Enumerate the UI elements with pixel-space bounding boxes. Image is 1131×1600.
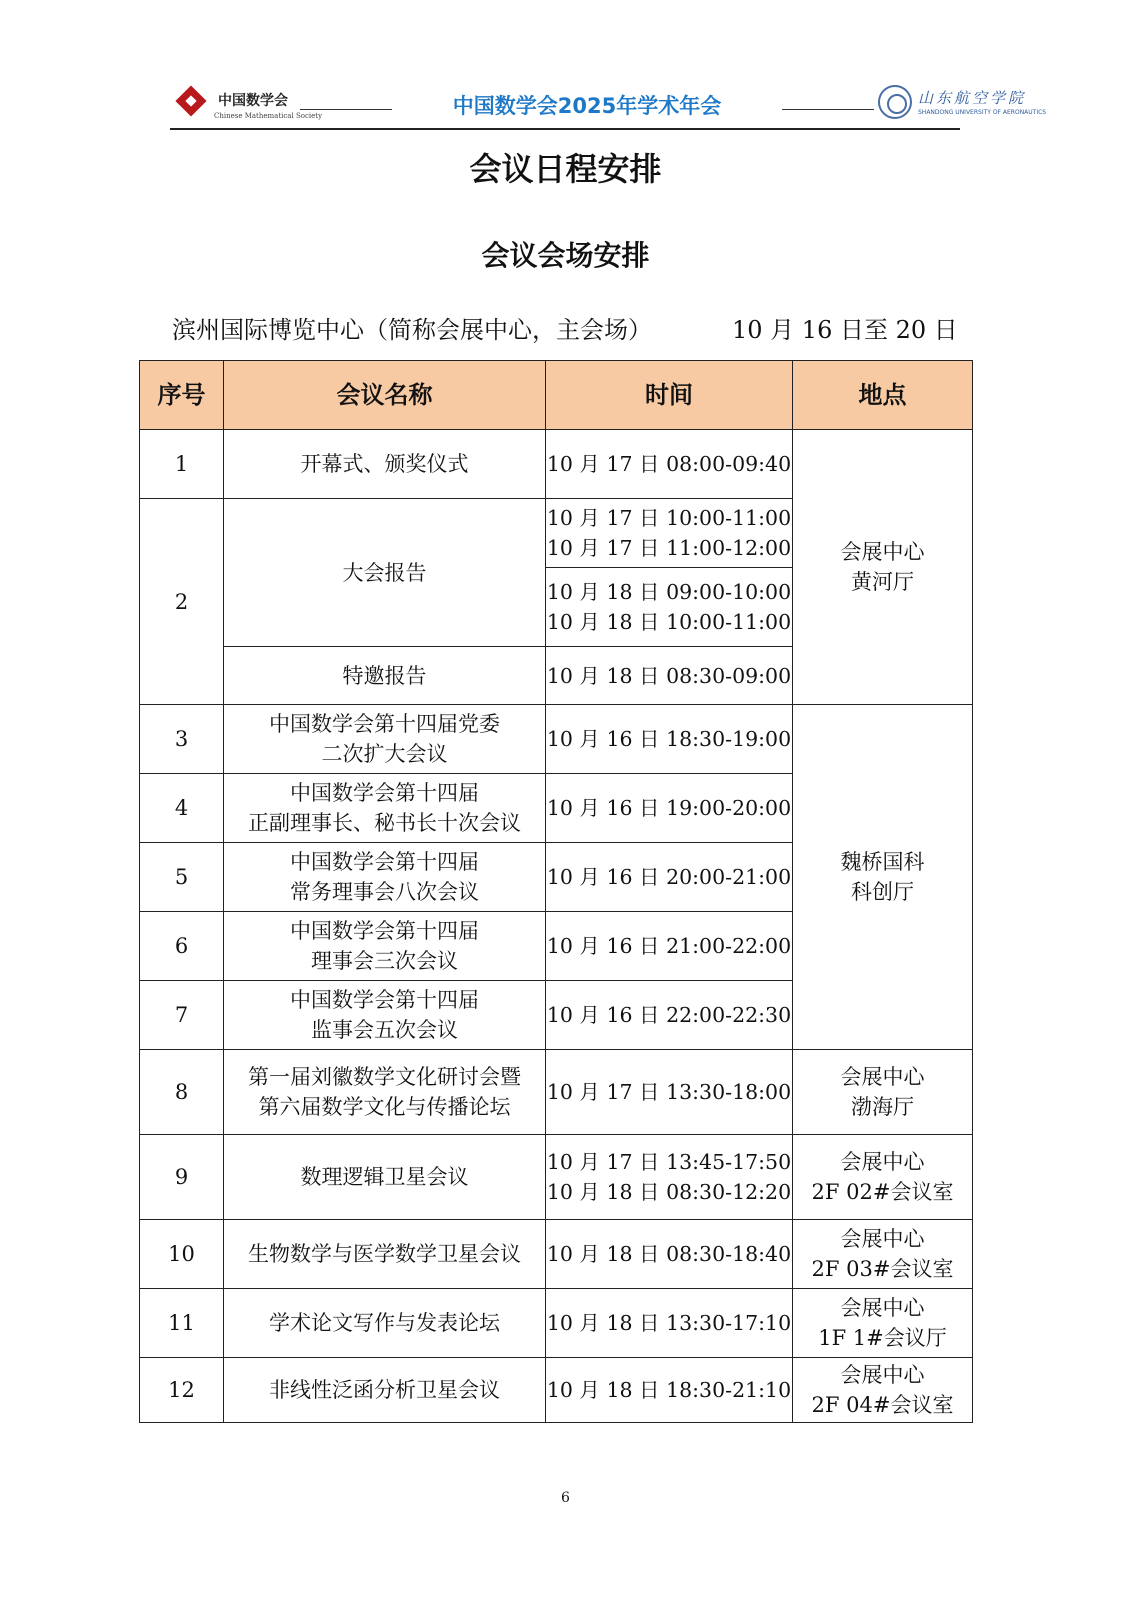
location-cell [793, 1289, 973, 1358]
header-name: 会议名称 [224, 361, 546, 430]
time-line: 10 月 18 日 10:00-11:00 [546, 610, 792, 634]
name-line: 第一届刘徽数学文化研讨会暨 [248, 1065, 521, 1089]
cms-logo-text: 中国数学会 [218, 93, 288, 109]
row-name [224, 647, 546, 705]
time-line: 10 月 16 日 20:00-21:00 [546, 865, 792, 889]
row-time [546, 647, 793, 705]
name-line: 特邀报告 [342, 663, 427, 688]
row-time [546, 1135, 793, 1220]
row-name [224, 1135, 546, 1220]
time-line: 10 月 16 日 22:00-22:30 [546, 1003, 792, 1027]
time-line: 10 月 16 日 19:00-20:00 [546, 796, 792, 820]
time-line: 10 月 16 日 21:00-22:00 [546, 934, 792, 958]
location-line: 渤海厅 [851, 1095, 914, 1119]
name-line: 中国数学会第十四届 [290, 781, 479, 805]
row-no: 6 [140, 912, 224, 981]
location-cell [793, 705, 973, 1050]
name-line: 非线性泛函分析卫星会议 [269, 1378, 500, 1402]
row-no: 2 [140, 499, 224, 705]
row-name [224, 430, 546, 499]
time-line: 10 月 18 日 09:00-10:00 [546, 580, 792, 604]
header-no: 序号 [140, 361, 224, 430]
conference-title: 中国数学会2025年学术年会 [452, 94, 722, 118]
location-cell [793, 1135, 973, 1220]
name-line: 中国数学会第十四届 [290, 919, 479, 943]
header-rule-right [782, 109, 874, 110]
university-logo-english: SHANDONG UNIVERSITY OF AERONAUTICS [918, 109, 1047, 116]
row-time [546, 1220, 793, 1289]
location-line: 会展中心 [840, 1296, 925, 1320]
name-line: 学术论文写作与发表论坛 [269, 1311, 500, 1335]
page-title: 会议日程安排 [469, 150, 662, 188]
row-name [224, 1050, 546, 1135]
row-no: 8 [140, 1050, 224, 1135]
row-time [546, 912, 793, 981]
row-name [224, 912, 546, 981]
row-no: 3 [140, 705, 224, 774]
table-header-row [140, 361, 973, 430]
row-name [224, 499, 546, 647]
row-time [546, 568, 793, 647]
table-row [140, 1289, 973, 1358]
row-time [546, 981, 793, 1050]
page-header [170, 84, 1047, 130]
location-line: 1F 1#会议厅 [818, 1326, 947, 1350]
row-name [224, 981, 546, 1050]
row-name [224, 1358, 546, 1423]
page-number: 6 [561, 1490, 570, 1506]
location-line: 黄河厅 [851, 570, 914, 594]
location-cell [793, 1358, 973, 1423]
location-line: 2F 03#会议室 [811, 1257, 954, 1281]
row-time [546, 843, 793, 912]
row-time [546, 705, 793, 774]
venue-dates: 10 月 16 日至 20 日 [732, 316, 958, 344]
time-line: 10 月 18 日 13:30-17:10 [546, 1311, 792, 1335]
time-line: 10 月 17 日 11:00-12:00 [546, 536, 792, 560]
cms-logo [178, 86, 323, 124]
name-line: 常务理事会八次会议 [290, 880, 479, 904]
time-line: 10 月 16 日 18:30-19:00 [546, 727, 792, 751]
row-time [546, 774, 793, 843]
time-line: 10 月 18 日 18:30-21:10 [546, 1378, 792, 1402]
location-cell [793, 1050, 973, 1135]
time-line: 10 月 17 日 13:30-18:00 [546, 1080, 792, 1104]
row-no: 10 [140, 1220, 224, 1289]
row-no: 11 [140, 1289, 224, 1358]
name-line: 中国数学会第十四届 [290, 988, 479, 1012]
table-row [140, 430, 973, 499]
header-time: 时间 [546, 361, 793, 430]
row-time [546, 430, 793, 499]
table-row [140, 1220, 973, 1289]
row-no: 5 [140, 843, 224, 912]
location-line: 魏桥国科 [840, 850, 925, 874]
location-line: 会展中心 [840, 1065, 925, 1089]
time-line: 10 月 17 日 13:45-17:50 [546, 1150, 792, 1174]
name-line: 中国数学会第十四届 [290, 850, 479, 874]
row-name [224, 1289, 546, 1358]
cms-logo-english: Chinese Mathematical Society [214, 112, 323, 120]
location-line: 会展中心 [840, 1363, 925, 1387]
schedule-table [139, 360, 973, 1423]
location-line: 2F 02#会议室 [811, 1180, 954, 1204]
venue-name: 滨州国际博览中心（简称会展中心，主会场） [172, 316, 652, 344]
name-line: 正副理事长、秘书长十次会议 [248, 811, 521, 835]
name-line: 中国数学会第十四届党委 [269, 712, 500, 736]
table-row [140, 1358, 973, 1423]
location-cell [793, 1220, 973, 1289]
location-line: 科创厅 [851, 880, 914, 904]
table-row [140, 705, 973, 774]
time-line: 10 月 17 日 10:00-11:00 [546, 506, 792, 530]
row-time [546, 1358, 793, 1423]
row-name [224, 1220, 546, 1289]
name-line: 第六届数学文化与传播论坛 [258, 1095, 511, 1119]
row-time [546, 1289, 793, 1358]
name-line: 理事会三次会议 [311, 949, 458, 973]
row-time [546, 1050, 793, 1135]
header-divider [170, 128, 960, 130]
time-line: 10 月 18 日 08:30-18:40 [546, 1242, 792, 1266]
university-logo [878, 84, 1047, 126]
university-logo-text: 山东航空学院 [918, 89, 1027, 107]
time-line: 10 月 18 日 08:30-09:00 [546, 663, 792, 688]
name-line: 数理逻辑卫星会议 [300, 1165, 469, 1189]
time-line: 10 月 18 日 08:30-12:20 [546, 1180, 792, 1204]
row-name [224, 843, 546, 912]
name-line: 大会报告 [342, 560, 427, 585]
name-line: 二次扩大会议 [321, 742, 448, 766]
row-no: 12 [140, 1358, 224, 1423]
row-name [224, 774, 546, 843]
name-line: 开幕式、颁奖仪式 [300, 452, 469, 476]
location-line: 2F 04#会议室 [811, 1393, 954, 1417]
location-cell [793, 430, 973, 705]
section-title: 会议会场安排 [481, 239, 650, 272]
location-line: 会展中心 [840, 1150, 925, 1174]
university-emblem-icon [878, 85, 912, 119]
time-line: 10 月 17 日 08:00-09:40 [546, 452, 792, 476]
name-line: 生物数学与医学数学卫星会议 [248, 1242, 521, 1266]
table-row [140, 1050, 973, 1135]
row-name [224, 705, 546, 774]
location-line: 会展中心 [840, 540, 925, 564]
row-no: 9 [140, 1135, 224, 1220]
row-no: 4 [140, 774, 224, 843]
row-time [546, 499, 793, 568]
header-rule-left [300, 109, 392, 110]
row-no: 1 [140, 430, 224, 499]
table-row [140, 1135, 973, 1220]
row-no: 7 [140, 981, 224, 1050]
header-location: 地点 [793, 361, 973, 430]
location-line: 会展中心 [840, 1227, 925, 1251]
name-line: 监事会五次会议 [311, 1018, 458, 1042]
